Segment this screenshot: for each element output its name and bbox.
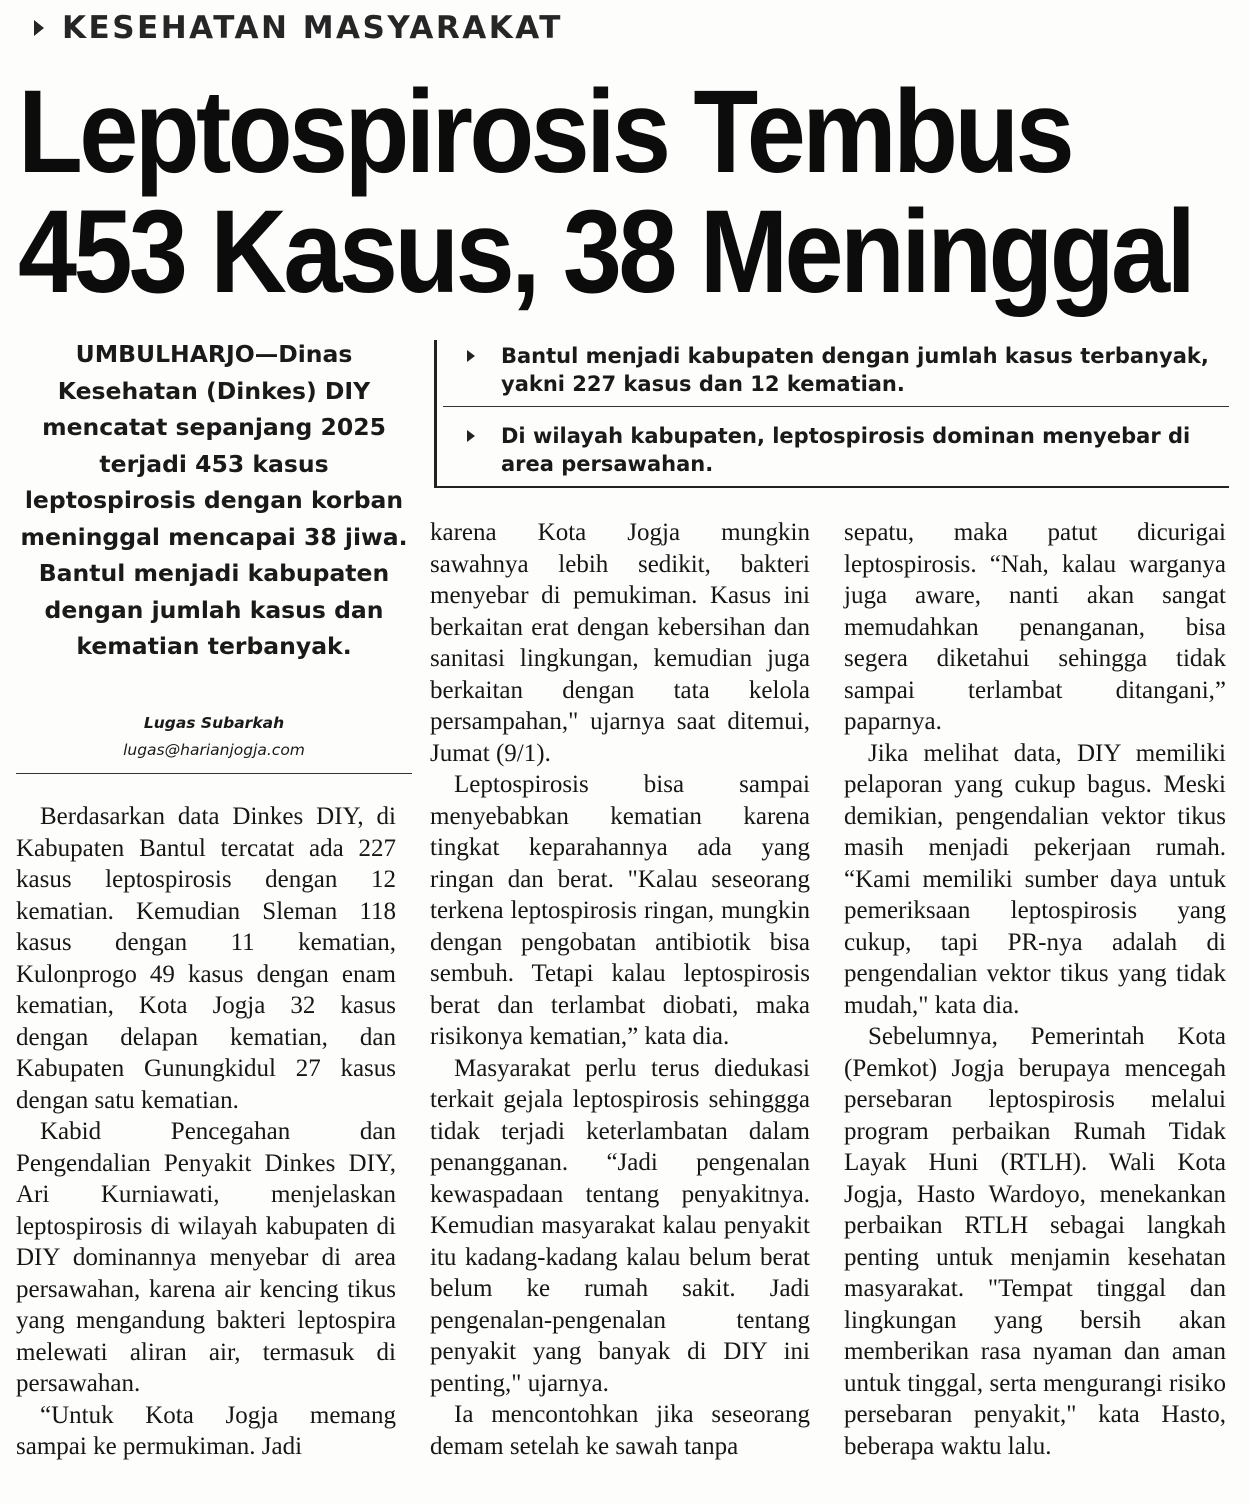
body-paragraph: sepatu, maka patut dicurigai leptospirosis. “Nah, kalau warganya juga aware, nanti akan sangat memudahkan penanganan, bisa segera diketahui sehingga tidak sampai terlambat ditangani,” paparnya. [844,519,1226,735]
byline-name: Lugas Subarkah [143,714,285,732]
body-paragraph: “Untuk Kota Jogja memang sampai ke permukiman. Jadi [16,1401,396,1460]
section-label [34,10,563,46]
bullet-arrow-icon [467,350,475,362]
highlight-text: Di wilayah kabupaten, leptospirosis dominan menyebar di area persawahan. [501,424,1191,476]
highlight-item [467,422,1217,478]
bullet-arrow-icon [467,430,475,442]
highlight-text: Bantul menjadi kabupaten dengan jumlah kasus terbanyak, yakni 227 kasus dan 12 kematian. [501,344,1209,396]
body-column-3 [844,517,1226,1462]
body-column-1 [16,801,396,1463]
highlight-item [467,342,1217,398]
divider [16,773,412,774]
body-column-2 [430,517,810,1462]
headline-line-2: 453 Kasus, 38 Meninggal [18,186,1193,318]
section-title: KESEHATAN MASYARAKAT [62,10,563,46]
body-paragraph: Ia mencontohkan jika seseorang demam setelah ke sawah tanpa [430,1401,810,1460]
byline-email: lugas@harianjogja.com [123,741,305,759]
body-paragraph: karena Kota Jogja mungkin sawahnya lebih sedikit, bakteri menyebar di pemukiman. Kasus ini berkaitan erat dengan kebersihan dan sanitasi lingkungan, kemudian juga berkaitan dengan tata kelola persampahan," ujarnya saat ditemui, Jumat (9/1). [430,519,810,767]
body-paragraph: Berdasarkan data Dinkes DIY, di Kabupaten Bantul tercatat ada 227 kasus leptospirosis dengan 12 kematian. Kemudian Sleman 118 kasus dengan 11 kematian, Kulonprogo 49 kasus dengan enam kematian, Kota Jogja 32 kasus dengan delapan kematian, dan Kabupaten Gunungkidul 27 kasus dengan satu kematian. [16,803,396,1114]
section-arrow-icon [34,20,44,36]
body-paragraph: Jika melihat data, DIY memiliki pelaporan yang cukup bagus. Meski demikian, pengendalian vektor tikus masih menjadi pekerjaan rumah. “Kami memiliki sumber daya untuk pemeriksaan leptospirosis yang cukup, tapi PR-nya adalah di pengendalian vektor tikus yang tidak mudah," kata dia. [844,739,1226,1019]
body-paragraph: Sebelumnya, Pemerintah Kota (Pemkot) Jogja berupaya mencegah persebaran leptospirosis melalui program perbaikan Rumah Tidak Layak Huni (RTLH). Wali Kota Jogja, Hasto Wardoyo, menekankan perbaikan RTLH sebagai langkah penting untuk menjamin kesehatan masyarakat. "Tempat tinggal dan lingkungan yang bersih akan memberikan rasa nyaman dan aman untuk tinggal, serta mengurangi risiko persebaran penyakit," kata Hasto, beberapa waktu lalu. [844,1023,1226,1460]
body-paragraph: Leptospirosis bisa sampai menyebabkan kematian karena tingkat keparahannya ada yang ringan dan berat. "Kalau seseorang terkena leptospirosis ringan, mungkin dengan pengobatan antibiotik bisa sembuh. Tetapi kalau leptospirosis berat dan terlambat diobati, maka risikonya kematian,” kata dia. [430,771,810,1050]
highlights-box [434,340,1229,488]
headline-line-1: Leptospirosis Tembus [18,66,1072,198]
body-paragraph: Masyarakat perlu terus diedukasi terkait gejala leptospirosis sehinggga tidak terjadi keterlambatan dalam penangganan. “Jadi pengenalan kewaspadaan tentang penyakitnya. Kemudian masyarakat kalau penyakit itu kadang-kadang kalau belum berat belum ke rumah sakit. Jadi pengenalan-pengenalan tentang penyakit yang banyak di DIY ini penting," ujarnya. [430,1054,810,1397]
lead-paragraph: UMBULHARJO—Dinas Kesehatan (Dinkes) DIY mencatat sepanjang 2025 terjadi 453 kasus leptospirosis dengan korban meninggal mencapai 38 jiwa. Bantul menjadi kabupaten dengan jumlah kasus dan kematian terbanyak. [20,340,408,660]
body-paragraph: Kabid Pencegahan dan Pengendalian Penyakit Dinkes DIY, Ari Kurniawati, menjelaskan leptospirosis di wilayah kabupaten di DIY dominannya menyebar di area persawahan, karena air kencing tikus yang mengandung bakteri leptospira melewati aliran air, termasuk di persawahan. [16,1118,396,1397]
divider [443,406,1229,407]
headline [18,66,1193,318]
